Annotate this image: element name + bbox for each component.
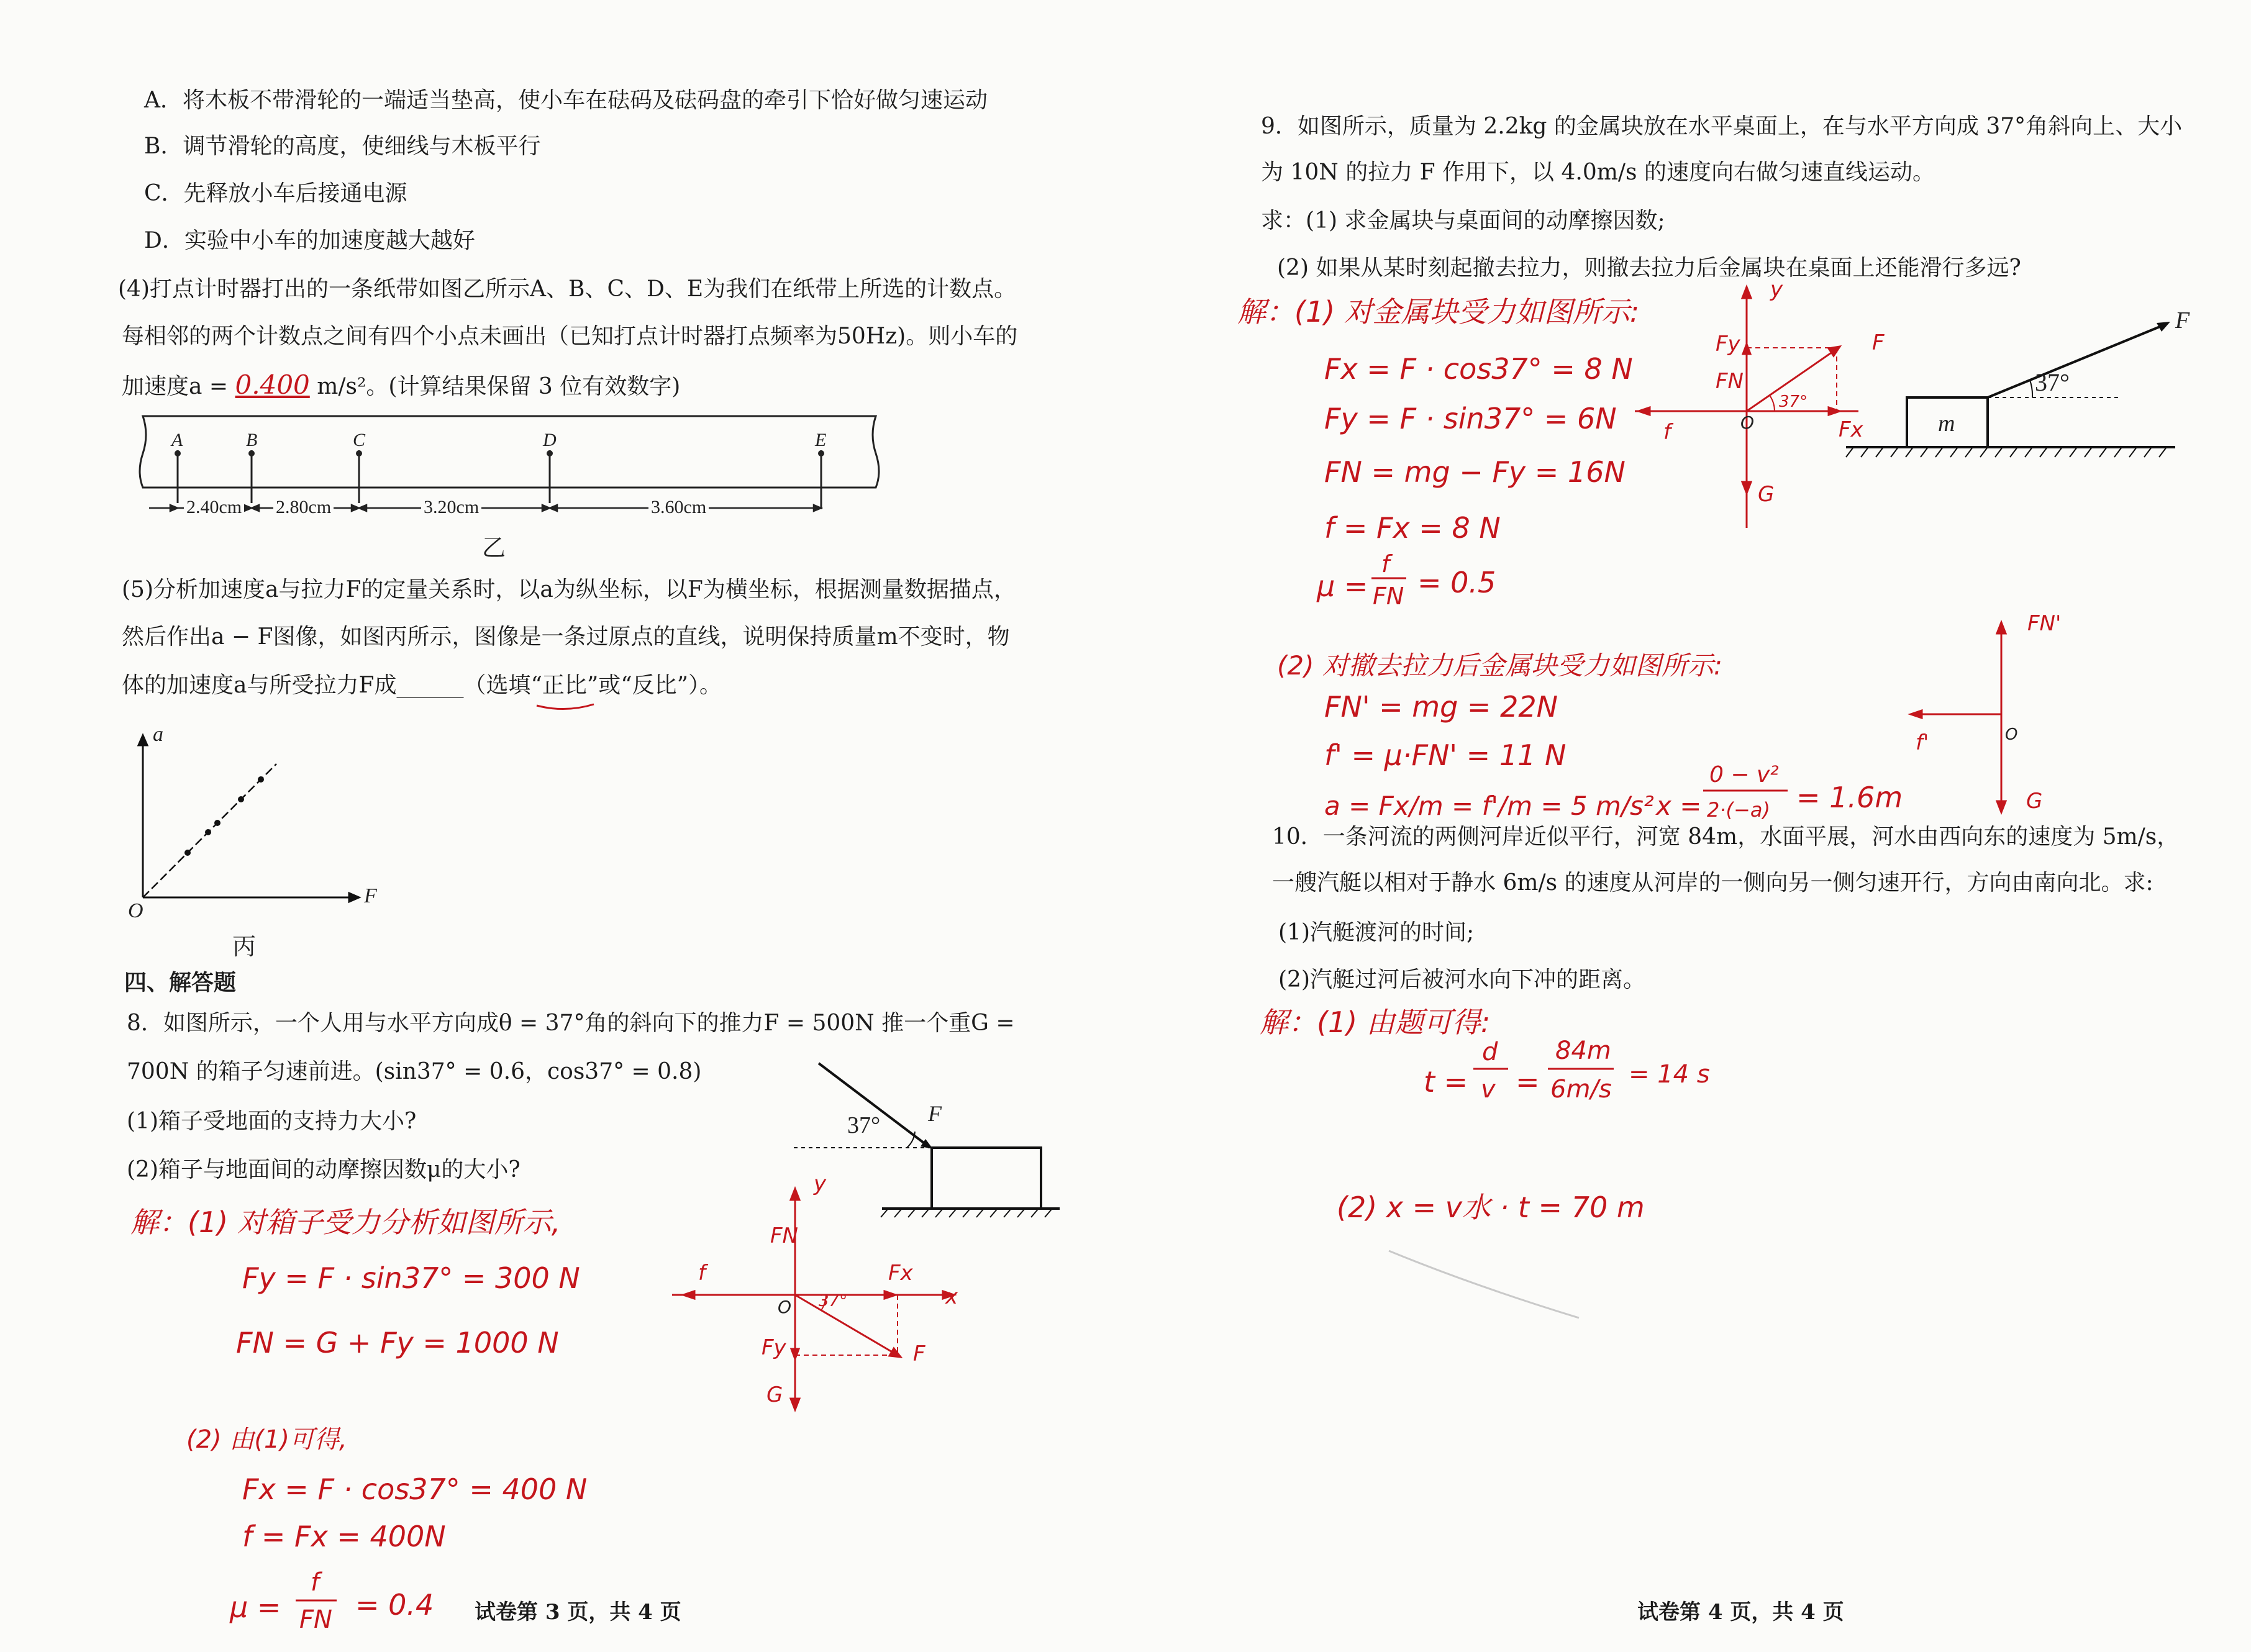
- q10-hw-line-2: (2) x = v水 · t = 70 m: [1337, 1191, 1645, 1224]
- option-c: C．先释放小车后接通电源: [144, 181, 407, 206]
- option-a: A．将木板不带滑轮的一端适当垫高，使小车在砝码及砝码盘的牵引下恰好做匀速运动: [144, 88, 988, 113]
- q10-hw-fraction-bar-2: [1548, 1067, 1616, 1071]
- tape-point-a: A: [171, 430, 183, 450]
- q9-fbd-angle: 37°: [1779, 393, 1808, 411]
- q8-hw-line-1: Fy = F · sin37° = 300 N: [242, 1261, 580, 1295]
- q4-line-3: [122, 371, 680, 401]
- q8-fbd-fy: Fy: [762, 1335, 786, 1360]
- a-f-graph: [124, 727, 385, 913]
- q9-hw-part2: (2) 对撤去拉力后金属块受力如图所示:: [1277, 650, 1722, 681]
- q9-fbd-fy: Fy: [1716, 332, 1740, 356]
- graph-y-label: a: [153, 723, 163, 746]
- q9-fbd-force: F: [1872, 330, 1885, 355]
- q9-hw-line-7: f' = μ·FN' = 11 N: [1324, 738, 1567, 772]
- option-b: B．调节滑轮的高度，使细线与木板平行: [144, 134, 541, 159]
- option-d: D．实验中小车的加速度越大越好: [144, 228, 475, 253]
- q10-line-1: 10．一条河流的两侧河岸近似平行，河宽 84m，水面平展，河水由西向东的速度为 5m/s，: [1272, 824, 2180, 850]
- q8-angle-label: 37°: [847, 1112, 881, 1138]
- q10-sub-2: (2)汽艇过河后被河水向下冲的距离。: [1278, 967, 1645, 992]
- q8-hw-mu-den: FN: [299, 1605, 332, 1634]
- q8-hw-mu-num: f: [311, 1568, 320, 1597]
- q5-line-2: 然后作出a − F图像，如图丙所示，图像是一条过原点的直线，说明保持质量m不变时，物: [122, 624, 1010, 650]
- q9-hw-line-2: Fy = F · sin37° = 6N: [1324, 402, 1617, 435]
- q8-hw-mu-value: = 0.4: [355, 1588, 434, 1622]
- q8-hw-line-3: (2) 由(1)可得,: [186, 1425, 347, 1454]
- graph-x-label: F: [364, 884, 377, 907]
- q8-sub-2: (2)箱子与地面间的动摩擦因数μ的大小?: [127, 1157, 521, 1182]
- q9-fbd-fx: Fx: [1839, 417, 1863, 442]
- tape-distance-ab: 2.40cm: [184, 497, 244, 518]
- page-3-footer: 试卷第 3 页，共 4 页: [475, 1600, 681, 1625]
- q9-hw-x-num: 0 − v²: [1709, 762, 1779, 787]
- tape-point-b: B: [246, 430, 258, 450]
- q9-fbd2-f: f': [1916, 730, 1929, 755]
- q10-hw-t-den-2: 6m/s: [1550, 1075, 1612, 1104]
- q9-fbd-y: y: [1770, 277, 1783, 302]
- q8-hw-intro: 解：(1) 对箱子受力分析如图所示,: [130, 1205, 561, 1239]
- q9-mass-label: m: [1938, 411, 1955, 437]
- q10-hw-t-num-2: 84m: [1555, 1037, 1611, 1065]
- q9-hw-line-4: f = Fx = 8 N: [1324, 511, 1501, 545]
- q9-free-body-diagram-2: [1908, 615, 2020, 820]
- q5-line-1: (5)分析加速度a与拉力F的定量关系时，以a为纵坐标，以F为横坐标，根据测量数据描点，: [122, 577, 1016, 602]
- q8-force-label: F: [928, 1101, 942, 1126]
- q4-line-1: (4)打点计时器打出的一条纸带如图乙所示A、B、C、D、E为我们在纸带上所选的计数点。: [118, 276, 1017, 302]
- zhengbi-underline: [534, 701, 596, 713]
- q8-line-2: 700N 的箱子匀速前进。(sin37° = 0.6，cos37° = 0.8): [127, 1059, 702, 1084]
- q10-sub-1: (1)汽艇渡河的时间;: [1278, 920, 1475, 945]
- q8-fbd-fn: FN: [770, 1223, 798, 1248]
- q10-hw-t-value: = 14 s: [1629, 1060, 1710, 1089]
- q8-fbd-f: f: [698, 1261, 706, 1286]
- q8-hw-line-4: Fx = F · cos37° = 400 N: [242, 1473, 588, 1506]
- q8-free-body-diagram: [665, 1180, 963, 1416]
- q8-hw-line-5: f = Fx = 400N: [242, 1520, 446, 1553]
- q8-fbd-fx: Fx: [888, 1261, 913, 1286]
- tape-caption: 乙: [482, 534, 506, 561]
- tape-distance-bc: 2.80cm: [273, 497, 334, 518]
- q10-hw-t-num: d: [1482, 1038, 1498, 1066]
- q8-fbd-g: G: [766, 1382, 783, 1407]
- q9-free-body-diagram: [1622, 279, 1883, 540]
- q8-fbd-y: y: [814, 1171, 827, 1196]
- page-4-footer: 试卷第 4 页，共 4 页: [1637, 1600, 1844, 1625]
- q9-hw-x-prefix: x =: [1656, 791, 1702, 821]
- q10-hw-t-den: v: [1481, 1075, 1496, 1104]
- q9-fbd-f: f: [1663, 420, 1671, 445]
- q4-suffix: m/s²。(计算结果保留 3 位有效数字): [317, 374, 681, 399]
- faint-pencil-mark: [1386, 1248, 1585, 1323]
- q8-fbd-origin: O: [778, 1297, 792, 1317]
- q9-hw-mu-num: f: [1381, 550, 1390, 578]
- q9-hw-line-6: FN' = mg = 22N: [1324, 690, 1558, 724]
- tape-point-d: D: [543, 430, 557, 450]
- q8-hw-mu-prefix: μ =: [230, 1591, 281, 1624]
- q9-line-4: (2) 如果从某时刻起撤去拉力，则撤去拉力后金属块在桌面上还能滑行多远?: [1277, 255, 2021, 281]
- q9-hw-mu-value: = 0.5: [1417, 566, 1496, 599]
- q10-hw-fraction-bar-1: [1473, 1067, 1511, 1071]
- q8-fbd-force: F: [913, 1341, 925, 1366]
- tape-distance-cd: 3.20cm: [421, 497, 481, 518]
- q8-line-1: 8．如图所示，一个人用与水平方向成θ = 37°角的斜向下的推力F = 500N 推一个重G =: [127, 1010, 1015, 1036]
- q5-line-3: 体的加速度a与所受拉力F成______（选填“正比”或“反比”）。: [122, 673, 722, 698]
- tape-point-c: C: [353, 430, 366, 450]
- graph-caption: 丙: [232, 933, 257, 960]
- graph-origin-label: O: [128, 899, 143, 922]
- q9-hw-line-8: a = Fx/m = f'/m = 5 m/s²: [1324, 791, 1654, 821]
- q9-fbd-g: G: [1758, 482, 1775, 507]
- q10-hw-intro: 解：(1) 由题可得:: [1260, 1005, 1491, 1039]
- q9-hw-x-value: = 1.6m: [1796, 781, 1903, 814]
- q9-line-2: 为 10N 的拉力 F 作用下，以 4.0m/s 的速度向右做匀速直线运动。: [1261, 160, 1935, 185]
- q9-fbd2-origin: O: [2005, 725, 2018, 744]
- q10-hw-equals: =: [1516, 1065, 1540, 1099]
- q4-prefix: 加速度a =: [122, 374, 229, 399]
- tape-distance-de: 3.60cm: [648, 497, 709, 518]
- q8-fbd-x: x: [945, 1284, 958, 1309]
- q9-fbd-origin: O: [1740, 412, 1755, 433]
- q9-force-label: F: [2175, 307, 2190, 334]
- q9-fbd2-g: G: [2026, 789, 2043, 814]
- q10-line-2: 一艘汽艇以相对于静水 6m/s 的速度从河岸的一侧向另一侧匀速开行，方向由南向北。求:: [1272, 870, 2153, 896]
- tape-point-e: E: [815, 430, 827, 450]
- q9-hw-x-den: 2·(−a): [1707, 798, 1770, 822]
- q4-answer: 0.400: [235, 370, 310, 400]
- q4-line-2: 每相邻的两个计数点之间有四个小点未画出（已知打点计时器打点频率为50Hz)。则小车的: [122, 324, 1018, 349]
- q9-hw-line-3: FN = mg − Fy = 16N: [1324, 455, 1626, 489]
- paper-tape-figure: [124, 410, 901, 571]
- q8-fbd-angle: 37°: [819, 1292, 848, 1310]
- q9-fbd-fn: FN: [1716, 369, 1744, 394]
- q9-hw-mu-prefix: μ =: [1317, 570, 1368, 603]
- q10-hw-t-prefix: t =: [1424, 1065, 1468, 1099]
- q8-hw-line-2: FN = G + Fy = 1000 N: [236, 1326, 559, 1359]
- q9-hw-intro: 解：(1) 对金属块受力如图所示:: [1237, 295, 1640, 329]
- q9-fbd2-fn: FN': [2027, 611, 2062, 636]
- exam-page-4: [1126, 0, 2251, 1652]
- q9-hw-mu-den: FN: [1373, 583, 1404, 610]
- q8-sub-1: (1)箱子受地面的支持力大小?: [127, 1109, 417, 1134]
- q9-angle-label: 37°: [2035, 368, 2070, 396]
- q9-line-1: 9．如图所示，质量为 2.2kg 的金属块放在水平桌面上，在与水平方向成 37°角斜向上、大小: [1261, 114, 2183, 139]
- section-title: 四、解答题: [124, 969, 237, 996]
- q9-hw-line-1: Fx = F · cos37° = 8 N: [1324, 352, 1633, 386]
- q9-line-3: 求：(1) 求金属块与桌面间的动摩擦因数;: [1261, 208, 1665, 234]
